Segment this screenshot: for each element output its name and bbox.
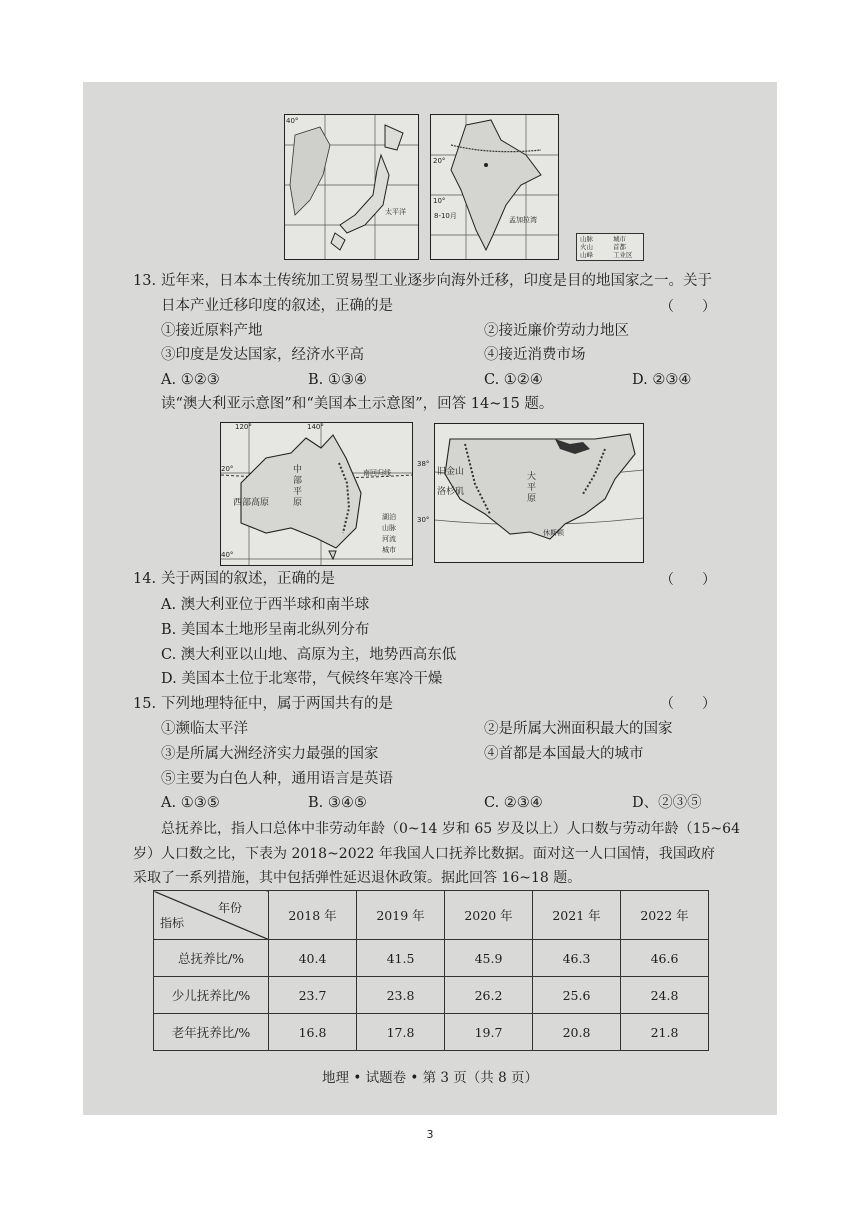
q15-choice-d: D、②③⑤: [632, 795, 702, 811]
q13-stem-line1: 近年来，日本本土传统加工贸易型工业逐步向海外迁移，印度是目的地国家之一。关于: [161, 273, 712, 289]
q13-number: 13.: [133, 273, 157, 289]
monsoon-label: 8-10月: [434, 212, 457, 220]
table-cell: 46.6: [621, 940, 709, 977]
japan-lat-label: 40°: [286, 117, 299, 125]
usa-map-graphic: [435, 424, 643, 562]
q13-choice-a: A. ①②③: [161, 372, 220, 388]
intro-16-18-line1: 总抚养比，指人口总体中非劳动年龄（0~14 岁和 65 岁及以上）人口数与劳动年龄（15~64: [161, 821, 740, 837]
usa-lat-38: 38°: [417, 460, 430, 468]
year-header: 2021 年: [533, 891, 621, 940]
san-francisco-label: 旧金山: [437, 467, 465, 477]
q14-option-d: D. 美国本土位于北寒带，气候终年寒冷干燥: [161, 671, 443, 687]
q15-option-5: ⑤主要为白色人种，通用语言是英语: [161, 771, 393, 787]
corner-year-label: 年份: [217, 901, 242, 915]
q15-option-4: ④首都是本国最大的城市: [484, 746, 644, 762]
row-label: 少儿抚养比/%: [154, 977, 269, 1014]
table-row: [154, 977, 709, 1014]
q14-option-a: A. 澳大利亚位于西半球和南半球: [161, 597, 370, 613]
bay-label: 孟加拉湾: [509, 216, 537, 224]
table-cell: 20.8: [533, 1014, 621, 1051]
year-header: 2019 年: [357, 891, 445, 940]
year-header: 2020 年: [445, 891, 533, 940]
q15-stem: 下列地理特征中，属于两国共有的是: [161, 696, 393, 712]
aus-legend-mountain: 山脉: [382, 524, 396, 532]
page-number: 3: [426, 1128, 434, 1141]
aus-lat-20: 20°: [221, 465, 234, 473]
india-map: [430, 114, 559, 260]
table-row: [154, 1014, 709, 1051]
table-cell: 16.8: [269, 1014, 357, 1051]
aus-lon-140: 140°: [307, 423, 324, 431]
intro-16-18-line2: 岁）人口数之比，下表为 2018~2022 年我国人口抚养比数据。面对这一人口国情，我国政府: [133, 846, 715, 862]
table-cell: 21.8: [621, 1014, 709, 1051]
aus-map-legend: [372, 512, 412, 562]
central-plain-label: 中部平原: [293, 465, 303, 508]
table-corner-cell: [154, 891, 269, 940]
q15-choice-a: A. ①③⑤: [161, 795, 220, 811]
table-cell: 17.8: [357, 1014, 445, 1051]
table-cell: 45.9: [445, 940, 533, 977]
q13-choice-b: B. ①③④: [308, 372, 367, 388]
western-plateau-label: 西部高原: [233, 498, 270, 508]
table-cell: 26.2: [445, 977, 533, 1014]
houston-label: 休斯顿: [543, 529, 564, 537]
table-cell: 19.7: [445, 1014, 533, 1051]
top-map-legend: [576, 233, 644, 261]
legend-peak: 山峰: [580, 251, 593, 259]
table-cell: 24.8: [621, 977, 709, 1014]
q15-option-3: ③是所属大洲经济实力最强的国家: [161, 746, 379, 762]
q15-option-2: ②是所属大洲面积最大的国家: [484, 721, 673, 737]
intro-16-18-line3: 采取了一系列措施，其中包括弹性延迟退休政策。据此回答 16~18 题。: [133, 870, 582, 886]
q15-choice-b: B. ③④⑤: [308, 795, 367, 811]
table-cell: 23.8: [357, 977, 445, 1014]
year-header: 2022 年: [621, 891, 709, 940]
table-header-row: [154, 891, 709, 940]
q13-option-3: ③印度是发达国家，经济水平高: [161, 347, 364, 363]
row-label: 老年抚养比/%: [154, 1014, 269, 1051]
table-cell: 23.7: [269, 977, 357, 1014]
table-cell: 46.3: [533, 940, 621, 977]
q13-option-4: ④接近消费市场: [484, 347, 586, 363]
los-angeles-label: 洛杉矶: [437, 487, 465, 497]
q13-stem-line2: 日本产业迁移印度的叙述，正确的是: [161, 298, 393, 314]
aus-legend-river: 河流: [382, 535, 396, 543]
legend-city: 城市: [613, 235, 626, 243]
corner-indicator-label: 指标: [160, 916, 185, 930]
q14-number: 14.: [133, 571, 157, 587]
q13-choice-c: C. ①②④: [484, 372, 543, 388]
japan-map: [284, 114, 419, 260]
page-footer: 地理 • 试题卷 • 第 3 页（共 8 页）: [322, 1070, 538, 1086]
dependency-ratio-table: [153, 890, 709, 1051]
q13-option-1: ①接近原料产地: [161, 323, 263, 339]
aus-legend-city: 城市: [382, 546, 396, 554]
legend-industrial: 工业区: [613, 251, 633, 259]
table-cell: 40.4: [269, 940, 357, 977]
india-lat-label-10: 10°: [433, 197, 446, 205]
q14-answer-bracket: （ ）: [660, 572, 716, 588]
table-row: [154, 940, 709, 977]
year-header: 2018 年: [269, 891, 357, 940]
aus-lon-120: 120°: [235, 423, 252, 431]
q15-choice-c: C. ②③④: [484, 795, 543, 811]
q13-option-2: ②接近廉价劳动力地区: [484, 323, 629, 339]
legend-capital: 首都: [613, 243, 626, 251]
q14-stem: 关于两国的叙述，正确的是: [161, 571, 335, 587]
intro-14-15: 读“澳大利亚示意图”和“美国本土示意图”，回答 14~15 题。: [161, 396, 554, 412]
japan-map-graphic: [285, 115, 418, 259]
table-cell: 41.5: [357, 940, 445, 977]
legend-volcano: 火山: [580, 243, 593, 251]
aus-lat-40: 40°: [221, 551, 234, 559]
tropic-label: 南回归线: [363, 469, 391, 477]
pacific-label: 太平洋: [385, 208, 406, 216]
q15-answer-bracket: （ ）: [660, 696, 716, 712]
q13-choice-d: D. ②③④: [632, 372, 692, 388]
row-label: 总抚养比/%: [154, 940, 269, 977]
q13-answer-bracket: （ ）: [660, 299, 716, 315]
legend-mountain: 山脉: [580, 235, 593, 243]
q14-option-b: B. 美国本土地形呈南北纵列分布: [161, 622, 370, 638]
aus-legend-lake: 湖泊: [382, 513, 396, 521]
q15-option-1: ①濒临太平洋: [161, 721, 248, 737]
great-plains-label: 大平原: [527, 472, 537, 504]
table-cell: 25.6: [533, 977, 621, 1014]
india-lat-label-20: 20°: [433, 157, 446, 165]
usa-lat-30: 30°: [417, 516, 430, 524]
q14-option-c: C. 澳大利亚以山地、高原为主，地势西高东低: [161, 647, 457, 663]
usa-map: [417, 423, 644, 563]
india-map-graphic: [431, 115, 558, 259]
q15-number: 15.: [133, 696, 157, 712]
